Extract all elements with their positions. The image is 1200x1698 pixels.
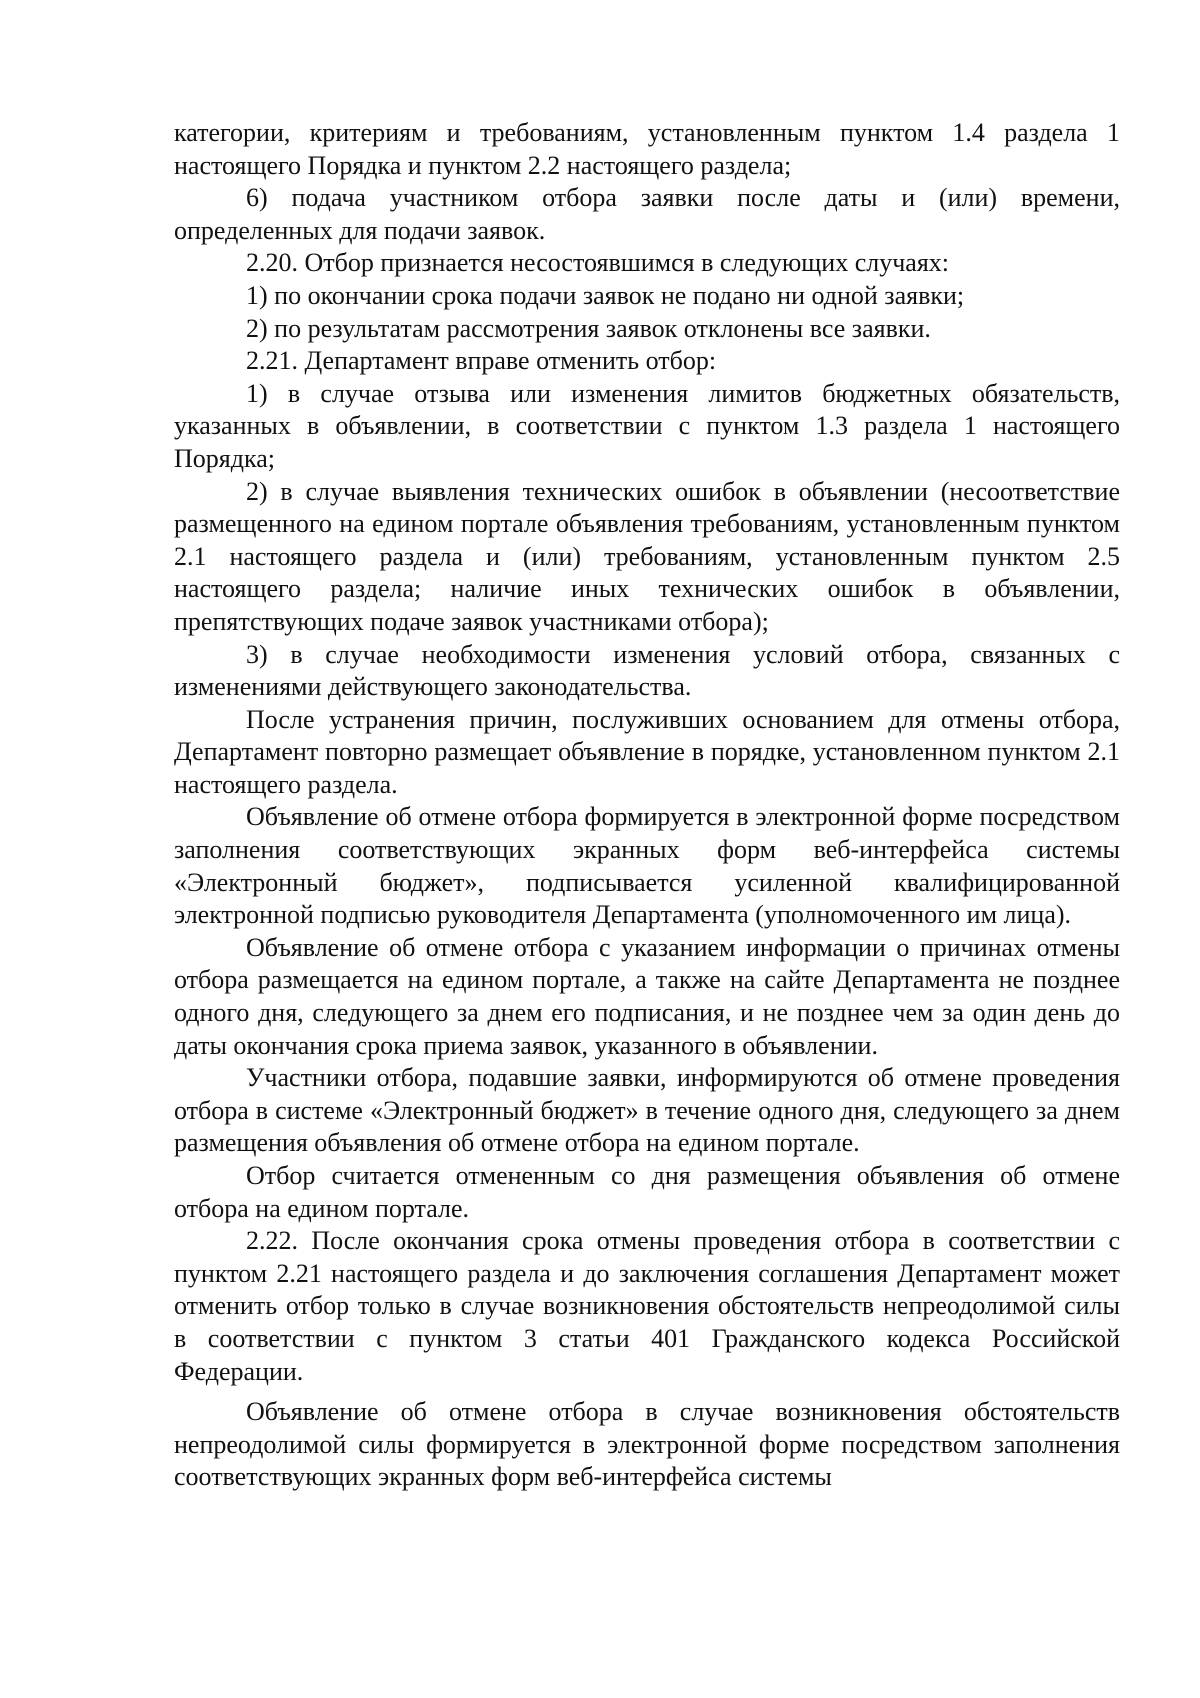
paragraph-after-elimination: После устранения причин, послуживших основанием для отмены отбора, Департамент повторно размещает объявление в порядке, установленном пунктом 2.1 настоящего раздела. (174, 704, 1120, 799)
paragraph-force-majeure-notice: Объявление об отмене отбора в случае возникновения обстоятельств непреодолимой силы формируется в электронной форме посредством заполнения соответствующих экранных форм веб-интерфейса системы (174, 1397, 1120, 1492)
paragraph-2-20-item-1: 1) по окончании срока подачи заявок не подано ни одной заявки; (246, 280, 965, 310)
paragraph-participants-informed: Участники отбора, подавшие заявки, информируются об отмене проведения отбора в системе «Электронный бюджет» в течение одного дня, следующего за днем размещения объявления об отмене отбора на едином портале. (174, 1063, 1120, 1158)
paragraph-2-22: 2.22. После окончания срока отмены проведения отбора в соответствии с пунктом 2.21 настоящего раздела и до заключения соглашения Департамент может отменить отбор только в случае возникновения обстоятельств непреодолимой силы в соответствии с пунктом 3 статьи 401 Гражданского кодекса Российской Федерации. (174, 1226, 1120, 1386)
paragraph-2-20-item-2: 2) по результатам рассмотрения заявок отклонены все заявки. (246, 313, 931, 343)
paragraph-2-20: 2.20. Отбор признается несостоявшимся в следующих случаях: (246, 248, 950, 278)
paragraph-continuation: категории, критериям и требованиям, установленным пунктом 1.4 раздела 1 настоящего Порядка и пунктом 2.2 настоящего раздела; (174, 118, 1120, 180)
document-body (174, 117, 1120, 1494)
paragraph-2-21-item-1: 1) в случае отзыва или изменения лимитов бюджетных обязательств, указанных в объявлении, в соответствии с пунктом 1.3 раздела 1 настоящего Порядка; (174, 378, 1120, 473)
paragraph-2-21-item-3: 3) в случае необходимости изменения условий отбора, связанных с изменениями действующего законодательства. (174, 639, 1120, 702)
paragraph-2-21: 2.21. Департамент вправе отменить отбор: (246, 346, 717, 376)
paragraph-2-21-item-2: 2) в случае выявления технических ошибок в объявлении (несоответствие размещенного на едином портале объявления требованиям, установленным пунктом 2.1 настоящего раздела и (или) требованиям, установленным пунктом 2.5 настоящего раздела; наличие иных технических ошибок в объявлении, препятствующих подаче заявок участниками отбора); (174, 476, 1120, 636)
paragraph-selection-cancelled: Отбор считается отмененным со дня размещения объявления об отмене отбора на едином портале. (174, 1161, 1120, 1223)
paragraph-cancellation-notice-publication: Объявление об отмене отбора с указанием информации о причинах отмены отбора размещается на едином портале, а также на сайте Департамента не позднее одного дня, следующего за днем его подписания, и не позднее чем за один день до даты окончания срока приема заявок, указанного в объявлении. (174, 932, 1120, 1060)
paragraph-item-6: 6) подача участником отбора заявки после даты и (или) времени, определенных для подачи заявок. (174, 183, 1120, 245)
paragraph-cancellation-notice-form: Объявление об отмене отбора формируется в электронной форме посредством заполнения соответствующих экранных форм веб-интерфейса системы «Электронный бюджет», подписывается усиленной квалифицированной электронной подписью руководителя Департамента (уполномоченного им лица). (174, 802, 1120, 930)
